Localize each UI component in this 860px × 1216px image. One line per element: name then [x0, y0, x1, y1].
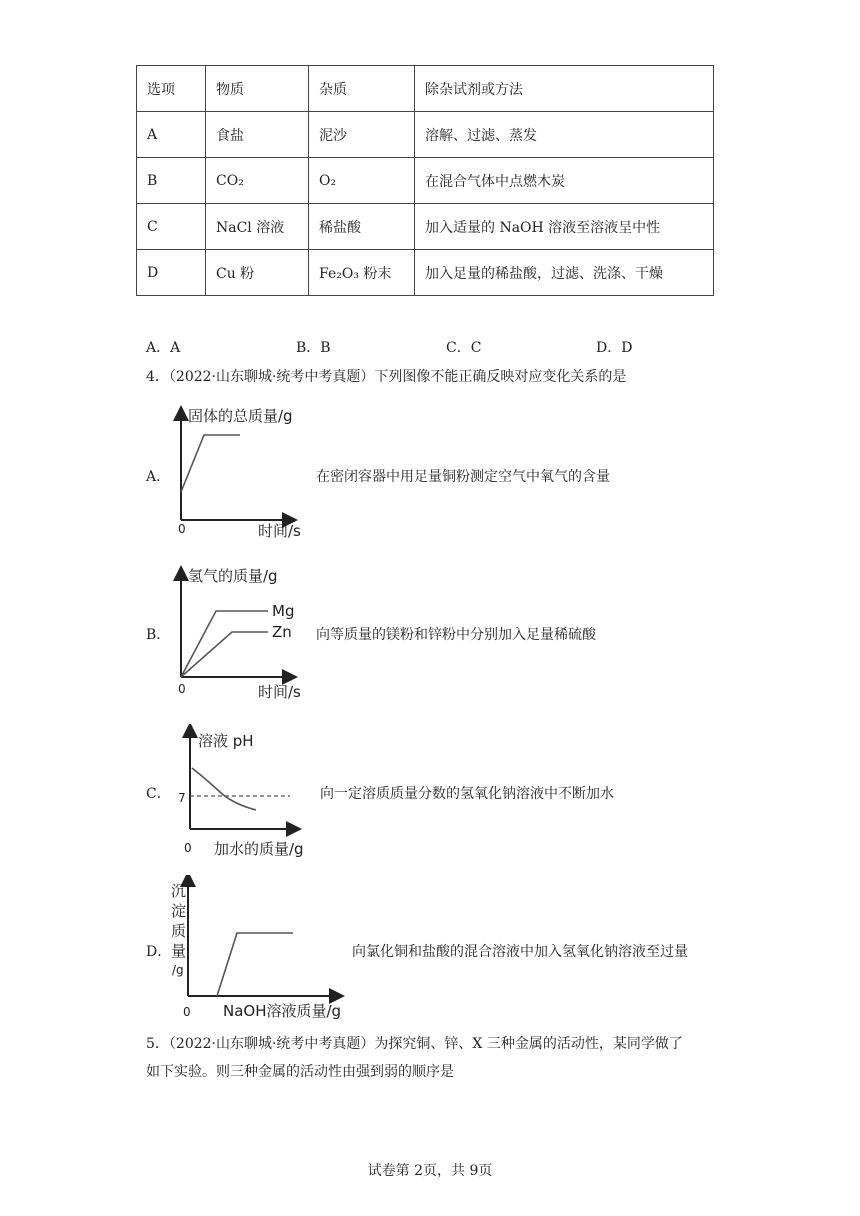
item-d-description: 向氯化铜和盐酸的混合溶液中加入氢氧化钠溶液至过量	[352, 944, 688, 960]
y-axis-label-char: 量	[171, 942, 187, 960]
table-cell: 泥沙	[309, 112, 415, 158]
ph-7-label: 7	[178, 791, 186, 805]
table-header-row	[137, 66, 714, 112]
item-d-letter: D．	[146, 944, 172, 960]
item-b-letter: B．	[146, 627, 171, 643]
table-cell: Cu 粉	[206, 250, 309, 296]
y-axis-label: 氢气的质量/g	[188, 567, 278, 585]
precipitate-line	[217, 933, 293, 996]
table-cell: 稀盐酸	[309, 204, 415, 250]
table-row	[137, 250, 714, 296]
option-b: B．B	[296, 340, 331, 356]
mg-line	[181, 611, 268, 677]
table-row	[137, 112, 714, 158]
table-cell: B	[137, 158, 206, 204]
question-5-line-1: 5．（2022·山东聊城·统考中考真题）为探究铜、锌、X 三种金属的活动性，某同学做了	[146, 1036, 683, 1052]
x-axis-label: 时间/s	[258, 522, 301, 540]
chart-a	[168, 405, 308, 545]
table-cell: 溶解、过滤、蒸发	[415, 112, 714, 158]
impurity-removal-table	[136, 65, 714, 296]
item-c-description: 向一定溶质质量分数的氢氧化钠溶液中不断加水	[320, 786, 614, 802]
page-footer: 试卷第 2页，共 9页	[367, 1163, 493, 1179]
table-cell: 加入足量的稀盐酸，过滤、洗涤、干燥	[415, 250, 714, 296]
origin-label: 0	[184, 841, 192, 855]
table-cell: A	[137, 112, 206, 158]
zn-line	[181, 632, 268, 677]
chart-b	[168, 565, 308, 705]
table-cell: D	[137, 250, 206, 296]
x-axis-label: 加水的质量/g	[214, 840, 304, 858]
y-axis-label-unit: /g	[172, 963, 184, 977]
origin-label: 0	[183, 1005, 191, 1019]
table-header-cell: 除杂试剂或方法	[415, 66, 714, 112]
table-cell: 加入适量的 NaOH 溶液至溶液呈中性	[415, 204, 714, 250]
chart-c	[172, 724, 312, 864]
series-label-mg: Mg	[272, 602, 295, 620]
option-a: A．A	[146, 340, 181, 356]
solid-mass-line	[181, 435, 240, 492]
table-row	[137, 204, 714, 250]
y-axis-label-char: 沉	[171, 882, 187, 900]
item-b-description: 向等质量的镁粉和锌粉中分别加入足量稀硫酸	[316, 627, 596, 643]
y-axis-label-char: 质	[171, 922, 187, 940]
x-axis-label: 时间/s	[258, 683, 301, 701]
table-cell: Fe₂O₃ 粉末	[309, 250, 415, 296]
question-5-line-2: 如下实验。则三种金属的活动性由强到弱的顺序是	[146, 1064, 454, 1080]
question-4-stem: 4．（2022·山东聊城·统考中考真题）下列图像不能正确反映对应变化关系的是	[146, 369, 627, 385]
table-header-cell: 物质	[206, 66, 309, 112]
table-cell: C	[137, 204, 206, 250]
item-a-letter: A．	[146, 469, 171, 485]
x-axis-label: NaOH溶液质量/g	[223, 1002, 342, 1020]
table-header-cell: 选项	[137, 66, 206, 112]
table-cell: CO₂	[206, 158, 309, 204]
series-label-zn: Zn	[272, 623, 292, 641]
option-c: C．C	[446, 340, 482, 356]
table-cell: O₂	[309, 158, 415, 204]
item-a-description: 在密闭容器中用足量铜粉测定空气中氧气的含量	[316, 469, 610, 485]
table-cell: 在混合气体中点燃木炭	[415, 158, 714, 204]
item-c-letter: C．	[146, 786, 171, 802]
option-d: D．D	[596, 340, 633, 356]
table-cell: 食盐	[206, 112, 309, 158]
table-header-cell: 杂质	[309, 66, 415, 112]
y-axis-label: 固体的总质量/g	[188, 407, 293, 425]
table-cell: NaCl 溶液	[206, 204, 309, 250]
origin-label: 0	[178, 522, 186, 536]
chart-d	[165, 875, 345, 1025]
origin-label: 0	[178, 682, 186, 696]
ph-curve	[192, 768, 256, 810]
table-row	[137, 158, 714, 204]
y-axis-label: 溶液 pH	[198, 732, 254, 750]
y-axis-label-char: 淀	[171, 902, 187, 920]
